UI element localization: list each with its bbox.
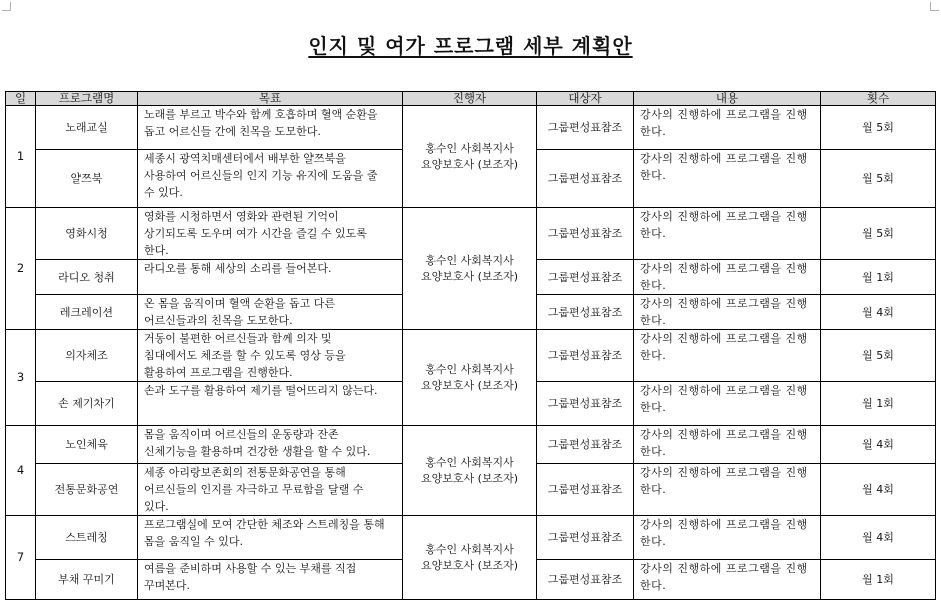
- program-name-cell: 노인체육: [36, 426, 138, 464]
- table-row: [6, 516, 936, 560]
- goal-line: 활용하여 프로그램을 진행한다.: [144, 366, 293, 379]
- content-line: 한다.: [640, 314, 667, 327]
- goal-cell: [138, 260, 403, 295]
- content-line: 한다.: [640, 401, 667, 414]
- program-name-cell: 레크레이션: [36, 295, 138, 330]
- content-line: 한다.: [640, 535, 667, 548]
- program-name-cell: 전통문화공연: [36, 464, 138, 516]
- goal-line: 거동이 불편한 어르신들과 함께 의자 및: [144, 332, 332, 345]
- goal-line: 라디오를 통해 세상의 소리를 들어본다.: [144, 262, 332, 275]
- target-cell: 그룹편성표참조: [537, 560, 634, 600]
- goal-line: 수 있다.: [144, 186, 183, 199]
- goal-line: 노래를 부르고 박수와 함께 호흡하며 혈액 순환을: [144, 108, 378, 121]
- day-cell: 7: [6, 516, 36, 600]
- count-cell: 월 4회: [821, 295, 936, 330]
- goal-line: 한다.: [144, 244, 169, 257]
- target-cell: 그룹편성표참조: [537, 260, 634, 295]
- count-cell: 월 5회: [821, 106, 936, 150]
- header-target: 대상자: [537, 92, 634, 106]
- content-line: 한다.: [640, 445, 667, 458]
- program-name-cell: 노래교실: [36, 106, 138, 150]
- count-cell: 월 5회: [821, 208, 936, 260]
- goal-line: 온 몸을 움직이며 혈액 순환을 돕고 다른: [144, 297, 335, 310]
- goal-line: 영화를 시청하면서 영화와 관련된 기억이: [144, 210, 339, 223]
- content-line: 강사의 진행하에 프로그램을 진행: [640, 262, 808, 275]
- goal-cell: [138, 208, 403, 260]
- table-header-row: [6, 92, 936, 106]
- table-row: [6, 106, 936, 150]
- content-cell: [634, 516, 821, 560]
- goal-cell: [138, 295, 403, 330]
- target-cell: 그룹편성표참조: [537, 106, 634, 150]
- content-line: 강사의 진행하에 프로그램을 진행: [640, 428, 808, 441]
- goal-line: 여름을 준비하며 사용할 수 있는 부채를 직접: [144, 562, 357, 575]
- content-line: 한다.: [640, 125, 667, 138]
- content-cell: [634, 295, 821, 330]
- target-cell: 그룹편성표참조: [537, 464, 634, 516]
- content-line: 한다.: [640, 579, 667, 592]
- content-line: 강사의 진행하에 프로그램을 진행: [640, 332, 808, 345]
- goal-line: 침대에서도 체조를 할 수 있도록 영상 등을: [144, 349, 346, 362]
- staff-cell: [403, 106, 537, 208]
- content-line: 한다.: [640, 483, 667, 496]
- content-line: 강사의 진행하에 프로그램을 진행: [640, 466, 808, 479]
- goal-line: 프로그램실에 모여 간단한 체조와 스트레칭을 통해: [144, 518, 385, 531]
- header-goal: 목표: [138, 92, 403, 106]
- program-plan-table: [5, 91, 936, 600]
- staff-line: 홍수인 사회복지사: [425, 141, 514, 155]
- staff-line: 요양보호사 (보조자): [420, 471, 519, 485]
- content-line: 강사의 진행하에 프로그램을 진행: [640, 518, 808, 531]
- staff-line: 홍수인 사회복지사: [425, 542, 514, 556]
- header-program-name: 프로그램명: [36, 92, 138, 106]
- content-line: 한다.: [640, 349, 667, 362]
- document-title: 인지 및 여가 프로그램 세부 계획안: [308, 34, 633, 58]
- content-cell: [634, 560, 821, 600]
- goal-line: 손과 도구를 활용하여 제기를 떨어뜨리지 않는다.: [144, 384, 378, 397]
- header-staff: 진행자: [403, 92, 537, 106]
- header-count: 횟수: [821, 92, 936, 106]
- goal-cell: [138, 426, 403, 464]
- count-cell: 월 5회: [821, 150, 936, 208]
- content-line: 강사의 진행하에 프로그램을 진행: [640, 562, 808, 575]
- target-cell: 그룹편성표참조: [537, 150, 634, 208]
- goal-line: 세종 아리랑보존회의 전통문화공연을 통해: [144, 466, 346, 479]
- content-line: 한다.: [640, 227, 667, 240]
- staff-line: 요양보호사 (보조자): [420, 378, 519, 392]
- program-name-cell: 손 제기차기: [36, 382, 138, 426]
- goal-cell: [138, 464, 403, 516]
- content-line: 강사의 진행하에 프로그램을 진행: [640, 108, 808, 121]
- count-cell: 월 1회: [821, 260, 936, 295]
- target-cell: 그룹편성표참조: [537, 295, 634, 330]
- page-corner-mark-right: [930, 2, 939, 11]
- day-cell: 1: [6, 106, 36, 208]
- goal-line: 돕고 어르신들 간에 친목을 도모한다.: [144, 125, 321, 138]
- content-line: 강사의 진행하에 프로그램을 진행: [640, 210, 808, 223]
- header-day: 일: [6, 92, 36, 106]
- target-cell: 그룹편성표참조: [537, 426, 634, 464]
- count-cell: 월 1회: [821, 382, 936, 426]
- target-cell: 그룹편성표참조: [537, 330, 634, 382]
- program-name-cell: 얄쯔북: [36, 150, 138, 208]
- program-name-cell: 부채 꾸미기: [36, 560, 138, 600]
- day-cell: 4: [6, 426, 36, 516]
- staff-line: 홍수인 사회복지사: [425, 253, 514, 267]
- count-cell: 월 4회: [821, 516, 936, 560]
- page-corner-mark-left: [2, 2, 11, 11]
- goal-line: 어르신들의 인지를 자극하고 무료함을 달랠 수: [144, 483, 364, 496]
- target-cell: 그룹편성표참조: [537, 382, 634, 426]
- program-name-cell: 스트레칭: [36, 516, 138, 560]
- content-line: 강사의 진행하에 프로그램을 진행: [640, 152, 808, 165]
- goal-cell: [138, 330, 403, 382]
- table-body: [6, 106, 936, 600]
- content-cell: [634, 208, 821, 260]
- staff-line: 요양보호사 (보조자): [420, 269, 519, 283]
- content-cell: [634, 260, 821, 295]
- staff-line: 홍수인 사회복지사: [425, 362, 514, 376]
- goal-line: 사용하여 어르신들의 인지 기능 유지에 도움을 줄: [144, 169, 378, 182]
- content-cell: [634, 106, 821, 150]
- table-row: [6, 426, 936, 464]
- count-cell: 월 4회: [821, 464, 936, 516]
- goal-cell: [138, 382, 403, 426]
- goal-cell: [138, 516, 403, 560]
- content-line: 한다.: [640, 169, 667, 182]
- staff-cell: [403, 330, 537, 426]
- goal-line: 몸을 움직일 수 있다.: [144, 535, 243, 548]
- staff-line: 홍수인 사회복지사: [425, 455, 514, 469]
- count-cell: 월 1회: [821, 560, 936, 600]
- goal-line: 상기되도록 도우며 여가 시간을 즐길 수 있도록: [144, 227, 367, 240]
- staff-cell: [403, 426, 537, 516]
- content-cell: [634, 426, 821, 464]
- staff-line: 요양보호사 (보조자): [420, 157, 519, 171]
- content-line: 강사의 진행하에 프로그램을 진행: [640, 384, 808, 397]
- staff-cell: [403, 208, 537, 330]
- staff-line: 요양보호사 (보조자): [420, 558, 519, 572]
- target-cell: 그룹편성표참조: [537, 516, 634, 560]
- content-cell: [634, 330, 821, 382]
- content-cell: [634, 150, 821, 208]
- program-name-cell: 영화시청: [36, 208, 138, 260]
- day-cell: 3: [6, 330, 36, 426]
- program-name-cell: 의자체조: [36, 330, 138, 382]
- count-cell: 월 4회: [821, 426, 936, 464]
- content-line: 한다.: [640, 279, 667, 292]
- staff-cell: [403, 516, 537, 600]
- goal-line: 꾸며본다.: [144, 579, 191, 592]
- content-line: 강사의 진행하에 프로그램을 진행: [640, 297, 808, 310]
- goal-line: 세종시 광역치매센터에서 배부한 얄쯔북을: [144, 152, 346, 165]
- count-cell: 월 5회: [821, 330, 936, 382]
- content-cell: [634, 464, 821, 516]
- goal-line: 몸을 움직이며 어르신들의 운동량과 잔존: [144, 428, 339, 441]
- goal-line: 어르신들과의 친목을 도모한다.: [144, 314, 293, 327]
- day-cell: 2: [6, 208, 36, 330]
- table-row: [6, 208, 936, 260]
- goal-cell: [138, 560, 403, 600]
- goal-line: 신체기능을 활용하며 건강한 생활을 할 수 있다.: [144, 445, 371, 458]
- content-cell: [634, 382, 821, 426]
- program-name-cell: 라디오 청취: [36, 260, 138, 295]
- header-content: 내용: [634, 92, 821, 106]
- target-cell: 그룹편성표참조: [537, 208, 634, 260]
- table-row: [6, 330, 936, 382]
- goal-line: 있다.: [144, 500, 169, 513]
- goal-cell: [138, 106, 403, 150]
- goal-cell: [138, 150, 403, 208]
